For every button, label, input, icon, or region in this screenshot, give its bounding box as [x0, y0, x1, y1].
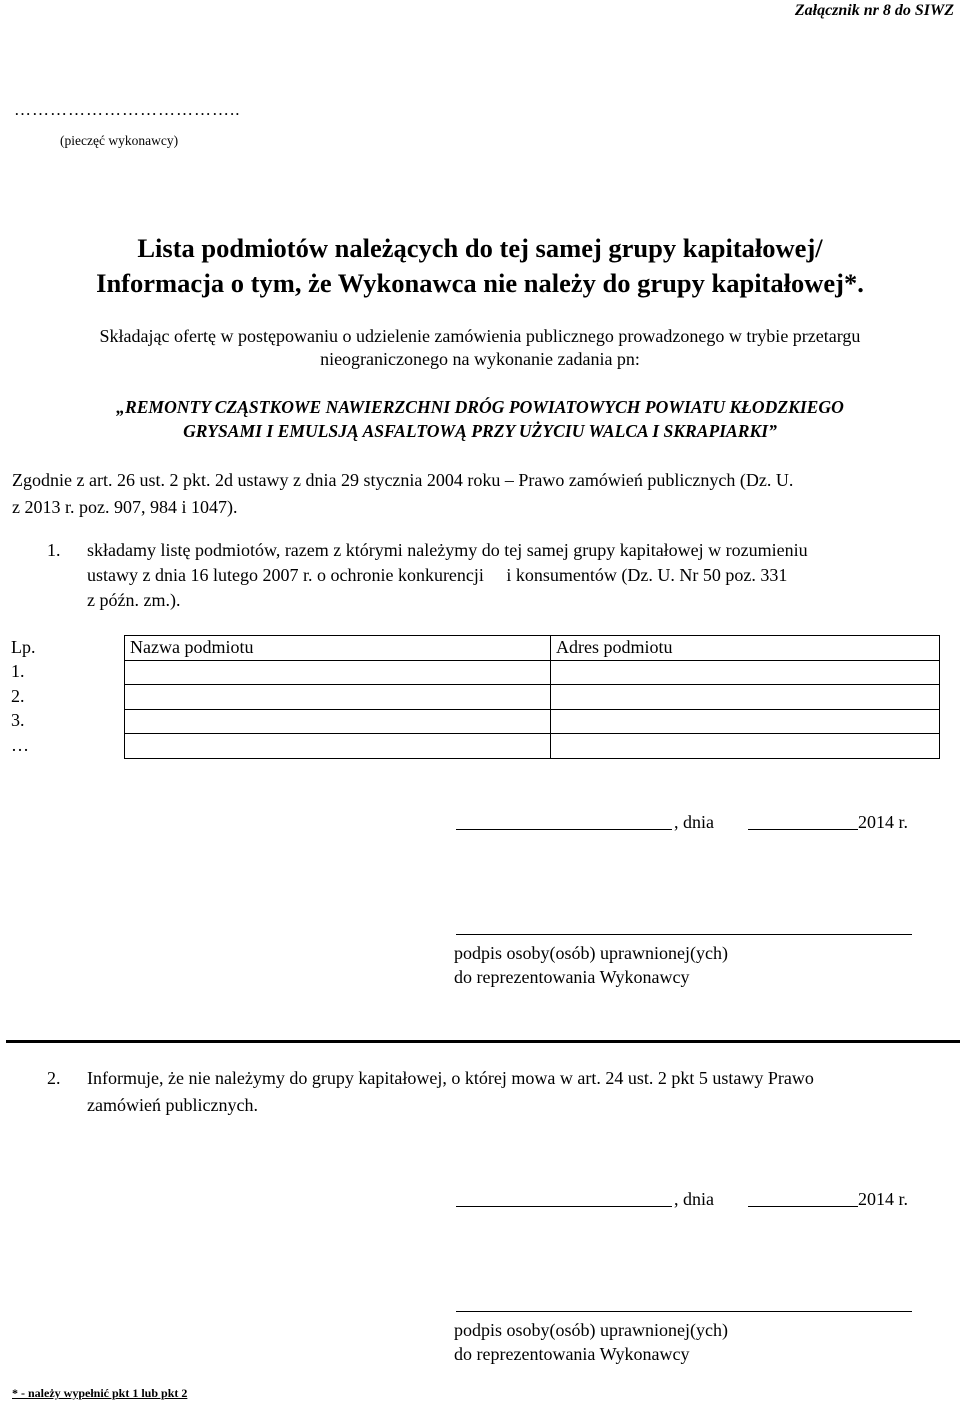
signature-blank-line[interactable]: [456, 934, 912, 935]
signature-label-line2: do reprezentowania Wykonawcy: [454, 1344, 690, 1364]
seal-label: (pieczęć wykonawcy): [60, 133, 179, 148]
row-number: 1.: [6, 660, 125, 685]
place-blank-line[interactable]: [456, 1206, 672, 1207]
point2-number: 2.: [47, 1068, 61, 1088]
entity-name-cell[interactable]: [125, 660, 551, 685]
footnote: * - należy wypełnić pkt 1 lub pkt 2: [12, 1386, 188, 1400]
intro-line2: nieograniczonego na wykonanie zadania pn:: [320, 349, 640, 369]
document-title-line1: Lista podmiotów należących do tej samej grupy kapitałowej/: [137, 233, 823, 263]
point1-number: 1.: [47, 540, 61, 560]
year-label: 2014 r.: [858, 1189, 909, 1209]
entity-name-cell[interactable]: [125, 685, 551, 710]
intro-line1: Składając ofertę w postępowaniu o udzielenie zamówienia publicznego prowadzonego w trybie przetargu: [99, 326, 861, 346]
point1-line2: ustawy z dnia 16 lutego 2007 r. o ochronie konkurencji i konsumentów (Dz. U. Nr 50 poz. 331: [87, 565, 788, 585]
date-blank-line[interactable]: [748, 829, 858, 830]
attachment-label: Załącznik nr 8 do SIWZ: [794, 2, 954, 19]
row-number: 2.: [6, 685, 125, 710]
entity-name-cell[interactable]: [125, 734, 551, 759]
entities-table: [6, 635, 940, 759]
date-label: , dnia: [674, 812, 714, 832]
point1-line1: składamy listę podmiotów, razem z którymi należymy do tej samej grupy kapitałowej w rozumieniu: [87, 540, 808, 560]
task-name-line2: GRYSAMI I EMULSJĄ ASFALTOWĄ PRZY UŻYCIU WALCA I SKRAPIARKI”: [183, 421, 777, 441]
task-name-line1: „REMONTY CZĄSTKOWE NAWIERZCHNI DRÓG POWIATOWYCH POWIATU KŁODZKIEGO: [116, 397, 844, 417]
signature-label-line1: podpis osoby(osób) uprawnionej(ych): [454, 943, 728, 963]
point1-line3: z późn. zm.).: [87, 590, 181, 610]
table-row: [6, 685, 940, 710]
entity-address-cell[interactable]: [551, 660, 940, 685]
year-label: 2014 r.: [858, 812, 909, 832]
entity-address-cell[interactable]: [551, 709, 940, 734]
entity-name-cell[interactable]: [125, 709, 551, 734]
table-row: [6, 709, 940, 734]
table-row: [6, 734, 940, 759]
header-entity-address: Adres podmiotu: [551, 636, 940, 661]
legal-basis-line1: Zgodnie z art. 26 ust. 2 pkt. 2d ustawy z dnia 29 stycznia 2004 roku – Prawo zamówień publicznych (Dz. U.: [12, 470, 794, 490]
point2-line1: Informuje, że nie należymy do grupy kapitałowej, o której mowa w art. 24 ust. 2 pkt 5 ustawy Prawo: [87, 1068, 814, 1088]
date-blank-line[interactable]: [748, 1206, 858, 1207]
table-header-row: [6, 636, 940, 661]
section-divider: [6, 1040, 960, 1043]
date-label: , dnia: [674, 1189, 714, 1209]
row-number: 3.: [6, 709, 125, 734]
entity-address-cell[interactable]: [551, 734, 940, 759]
legal-basis-line2: z 2013 r. poz. 907, 984 i 1047).: [12, 497, 238, 517]
seal-dotted-line: ………………………………..: [14, 100, 241, 119]
header-lp: Lp.: [6, 636, 125, 661]
place-blank-line[interactable]: [456, 829, 672, 830]
header-entity-name: Nazwa podmiotu: [125, 636, 551, 661]
signature-blank-line[interactable]: [456, 1311, 912, 1312]
point2-line2: zamówień publicznych.: [87, 1095, 258, 1115]
document-title-line2: Informacja o tym, że Wykonawca nie należy do grupy kapitałowej*.: [96, 268, 864, 298]
table-row: [6, 660, 940, 685]
row-number: …: [6, 734, 125, 759]
entity-address-cell[interactable]: [551, 685, 940, 710]
signature-label-line1: podpis osoby(osób) uprawnionej(ych): [454, 1320, 728, 1340]
signature-label-line2: do reprezentowania Wykonawcy: [454, 967, 690, 987]
